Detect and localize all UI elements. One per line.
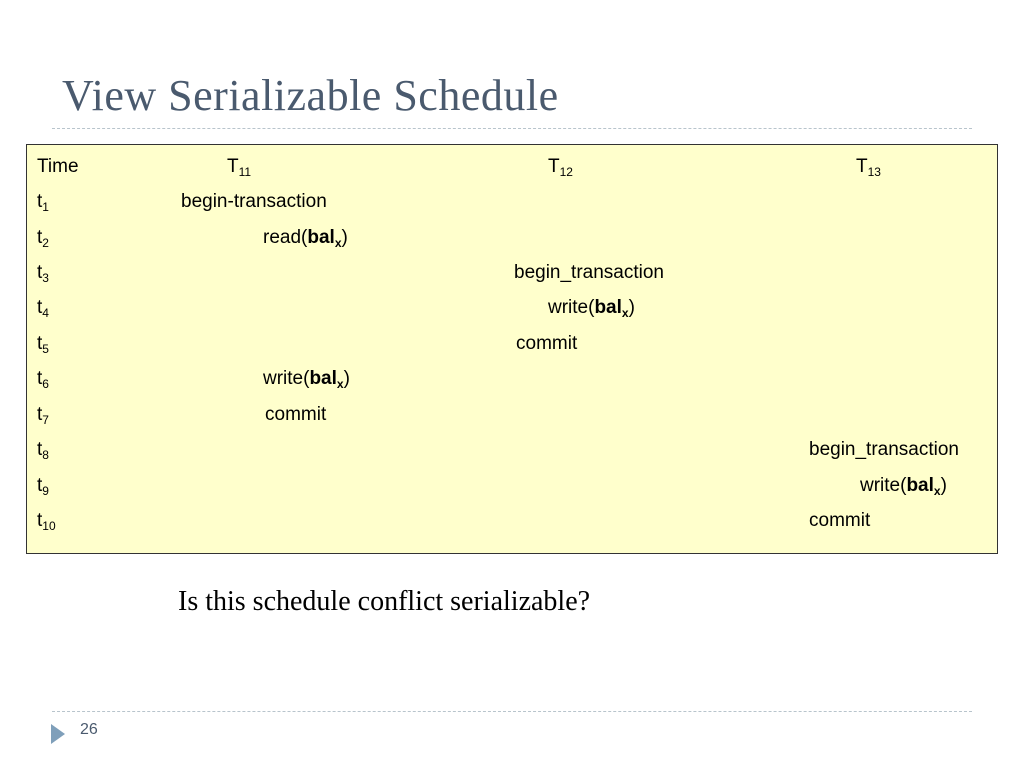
schedule-row (27, 296, 997, 332)
schedule-row (27, 332, 997, 368)
t12-column-header: $T_{12}$ (548, 156, 573, 179)
t11-column-header: $T_{11}$ (227, 156, 252, 179)
time-label: $t_{10}$ (37, 510, 56, 533)
t12-operation: commit (516, 333, 578, 354)
time-column-header: Time (37, 156, 79, 177)
triangle-bullet-icon (51, 724, 65, 744)
time-label: $t_7$ (37, 404, 49, 427)
schedule-row (27, 226, 997, 262)
schedule-row (27, 367, 997, 403)
footer-divider (52, 711, 972, 712)
time-label: $t_6$ (37, 368, 49, 391)
time-label: $t_5$ (37, 333, 49, 356)
time-label: $t_8$ (37, 439, 49, 462)
t11-operation: read(bal$_x$) (263, 227, 348, 250)
time-label: $t_3$ (37, 262, 49, 285)
title-divider (52, 128, 972, 129)
page-number: 26 (80, 721, 98, 738)
schedule-header-row (27, 155, 997, 191)
schedule-row (27, 261, 997, 297)
time-label: $t_4$ (37, 297, 49, 320)
t13-operation: begin_transaction (809, 439, 959, 460)
time-label: $t_1$ (37, 191, 49, 214)
schedule-row (27, 190, 997, 226)
schedule-table (26, 144, 998, 554)
t11-operation: commit (265, 404, 327, 425)
schedule-row (27, 474, 997, 510)
schedule-row (27, 509, 997, 545)
t13-operation: write(bal$_x$) (860, 475, 947, 498)
schedule-row (27, 403, 997, 439)
t11-operation: begin-transaction (181, 191, 327, 212)
time-label: $t_2$ (37, 227, 49, 250)
t13-operation: commit (809, 510, 871, 531)
schedule-row (27, 438, 997, 474)
question-text: Is this schedule conflict serializable? (178, 586, 591, 617)
t11-operation: write(bal$_x$) (263, 368, 350, 391)
t12-operation: write(bal$_x$) (548, 297, 635, 320)
t13-column-header: $T_{13}$ (856, 156, 881, 179)
slide-title: View Serializable Schedule (62, 71, 559, 120)
t12-operation: begin_transaction (514, 262, 664, 283)
time-label: $t_9$ (37, 475, 49, 498)
